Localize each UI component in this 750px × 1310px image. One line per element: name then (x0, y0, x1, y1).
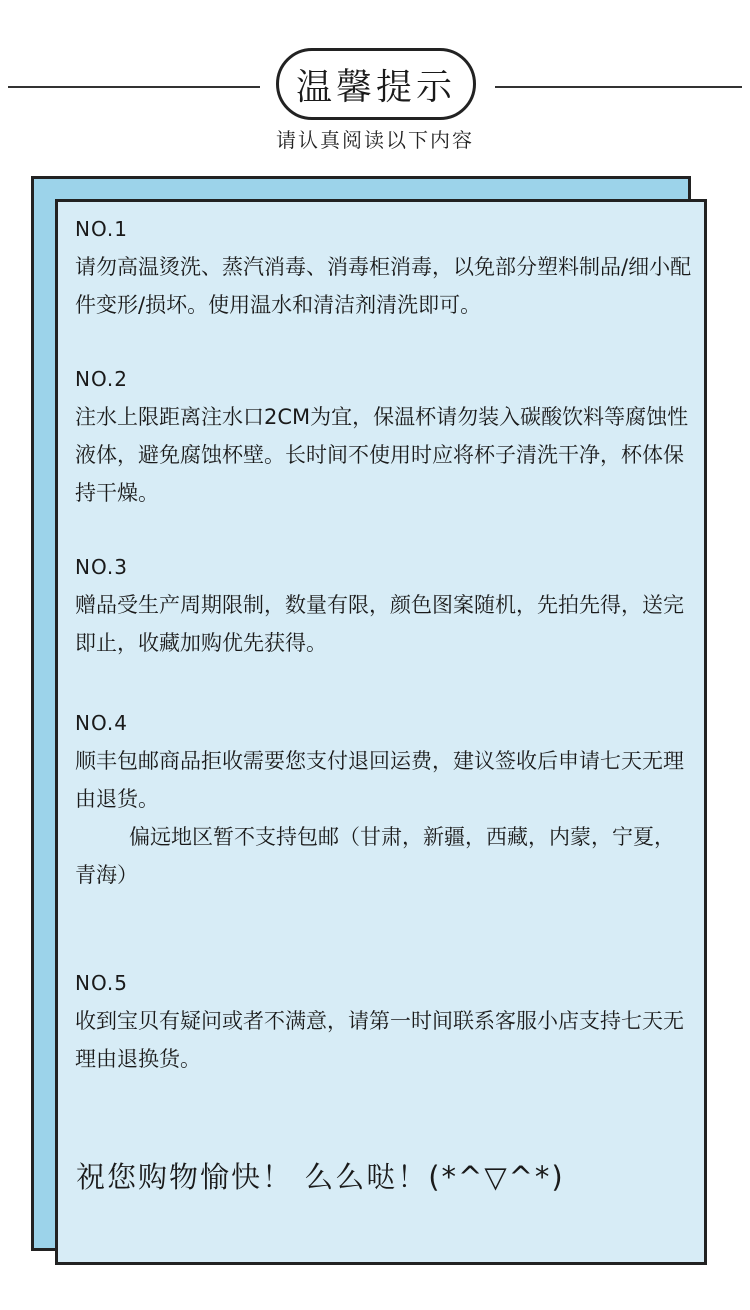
notice-section-5 (75, 964, 695, 1078)
notice-section-4 (75, 704, 695, 894)
section-heading: NO.5 (75, 971, 128, 995)
section-heading: NO.1 (75, 217, 128, 241)
page-title: 温馨提示 (276, 48, 476, 120)
section-text: 赠品受生产周期限制，数量有限，颜色图案随机，先拍先得，送完即止，收藏加购优先获得。 (75, 593, 684, 655)
page-subtitle: 请认真阅读以下内容 (276, 128, 474, 152)
section-heading: NO.2 (75, 367, 128, 391)
section-heading: NO.4 (75, 711, 128, 735)
notice-content (75, 210, 695, 1078)
closing-message: 祝您购物愉快！ 么么哒！(*^▽^*) (76, 1160, 565, 1194)
section-text: 顺丰包邮商品拒收需要您支付退回运费，建议签收后申请七天无理由退货。 (75, 749, 684, 811)
notice-section-1 (75, 210, 695, 324)
notice-section-2 (75, 360, 695, 512)
header-divider-right (495, 86, 742, 88)
section-text: 收到宝贝有疑问或者不满意，请第一时间联系客服小店支持七天无理由退换货。 (75, 1009, 684, 1071)
section-text: 请勿高温烫洗、蒸汽消毒、消毒柜消毒，以免部分塑料制品/细小配件变形/损坏。使用温水和清洁剂清洗即可。 (75, 255, 692, 317)
section-note: 偏远地区暂不支持包邮（甘肃，新疆，西藏，内蒙，宁夏，青海） (75, 825, 675, 887)
section-text: 注水上限距离注水口2CM为宜，保温杯请勿装入碳酸饮料等腐蚀性液体，避免腐蚀杯壁。长时间不使用时应将杯子清洗干净，杯体保持干燥。 (75, 405, 689, 505)
notice-section-3 (75, 548, 695, 662)
section-heading: NO.3 (75, 555, 128, 579)
header-divider-left (8, 86, 260, 88)
